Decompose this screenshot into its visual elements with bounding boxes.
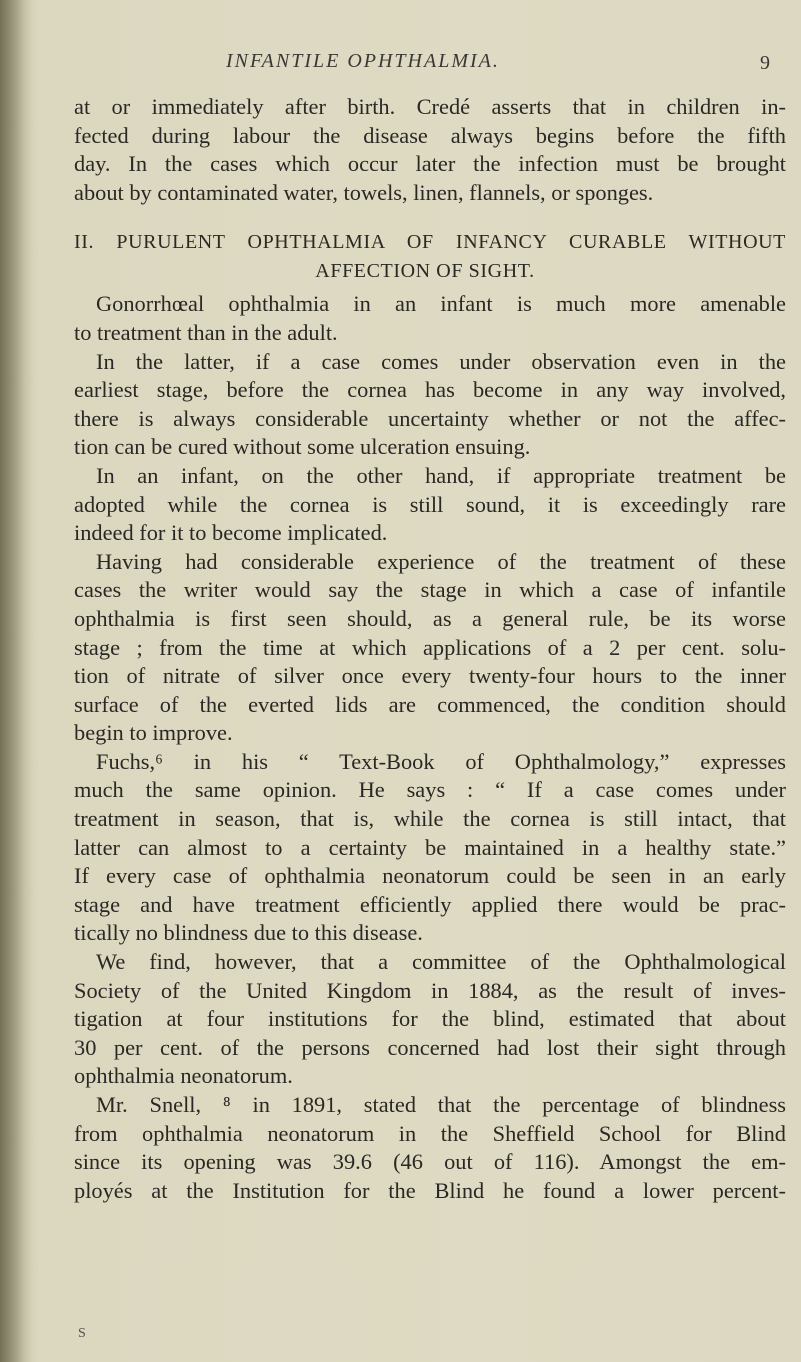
text-line: treatment in season, that is, while the cornea is still intact, that — [74, 806, 786, 832]
paragraph-birth-infection — [74, 93, 786, 207]
paragraph-infant-case — [74, 462, 786, 548]
text-line: about by contaminated water, towels, linen, flannels, or sponges. — [74, 179, 654, 205]
text-line: In an infant, on the other hand, if appropriate treatment be — [96, 462, 786, 488]
body-text — [74, 93, 786, 1205]
text-line: stage ; from the time at which applications of a 2 per cent. solu- — [74, 634, 786, 660]
text-line: earliest stage, before the cornea has become in any way involved, — [74, 377, 786, 403]
text-line: tion of nitrate of silver once every twenty-four hours to the inner — [74, 663, 786, 689]
section-heading-line: II. PURULENT OPHTHALMIA OF INFANCY CURABLE WITHOUT — [74, 231, 786, 254]
paragraph-adult-case — [74, 348, 786, 462]
text-line: at or immediately after birth. Credé asserts that in children in- — [74, 94, 786, 119]
text-line: much the same opinion. He says : “ If a case comes under — [74, 777, 786, 803]
text-line: day. In the cases which occur later the infection must be brought — [74, 151, 786, 177]
section-heading — [74, 228, 786, 286]
text-line: cases the writer would say the stage in which a case of infantile — [74, 577, 786, 603]
paragraph-committee — [74, 948, 786, 1091]
text-line: Society of the United Kingdom in 1884, as the result of inves- — [74, 977, 786, 1003]
paragraph-snell — [74, 1091, 786, 1205]
text-line: tigation at four institutions for the blind, estimated that about — [74, 1006, 786, 1032]
text-line: Mr. Snell, ⁸ in 1891, stated that the percentage of blindness — [96, 1092, 786, 1117]
text-line: from ophthalmia neonatorum in the Sheffield School for Blind — [74, 1120, 786, 1146]
paragraph-amenable — [74, 290, 786, 347]
text-line: stage and have treatment efficiently applied there would be prac- — [74, 891, 786, 917]
text-line: latter can almost to a certainty be maintained in a healthy state.” — [74, 834, 786, 860]
page-number: 9 — [760, 52, 770, 74]
text-line: tically no blindness due to this disease. — [74, 920, 423, 946]
text-line: Gonorrhœal ophthalmia in an infant is much more amenable — [96, 291, 786, 317]
text-line: surface of the everted lids are commenced, the condition should — [74, 691, 786, 717]
text-line: Fuchs,⁶ in his “ Text-Book of Ophthalmology,” expresses — [96, 748, 786, 774]
spacer — [74, 207, 786, 228]
text-line: since its opening was 39.6 (46 out of 116). Amongst the em- — [74, 1149, 786, 1175]
paragraph-writer-experience — [74, 548, 786, 748]
text-line: ophthalmia is first seen should, as a general rule, be its worse — [74, 605, 786, 631]
text-line: fected during labour the disease always begins before the fifth — [74, 122, 786, 148]
text-line: In the latter, if a case comes under observation even in the — [96, 348, 786, 374]
signature-mark: S — [78, 1326, 86, 1341]
paragraph-fuchs — [74, 748, 786, 948]
text-line: adopted while the cornea is still sound, it is exceedingly rare — [74, 491, 786, 517]
section-heading-line: AFFECTION OF SIGHT. — [315, 260, 535, 283]
text-line: tion can be cured without some ulceration ensuing. — [74, 434, 531, 460]
text-line: to treatment than in the adult. — [74, 319, 338, 345]
text-line: begin to improve. — [74, 720, 233, 746]
text-line: 30 per cent. of the persons concerned had lost their sight through — [74, 1034, 786, 1060]
text-line: If every case of ophthalmia neonatorum could be seen in an early — [74, 863, 786, 889]
text-line: there is always considerable uncertainty whether or not the affec- — [74, 405, 786, 431]
text-line: Having had considerable experience of the treatment of these — [96, 548, 786, 574]
text-line: ophthalmia neonatorum. — [74, 1063, 293, 1089]
text-line: indeed for it to become implicated. — [74, 520, 388, 546]
text-line: We find, however, that a committee of the Ophthalmological — [96, 949, 786, 975]
running-head: INFANTILE OPHTHALMIA. — [226, 50, 500, 72]
text-line: ployés at the Institution for the Blind he found a lower percent- — [74, 1177, 786, 1203]
spine-shadow — [0, 0, 34, 1362]
